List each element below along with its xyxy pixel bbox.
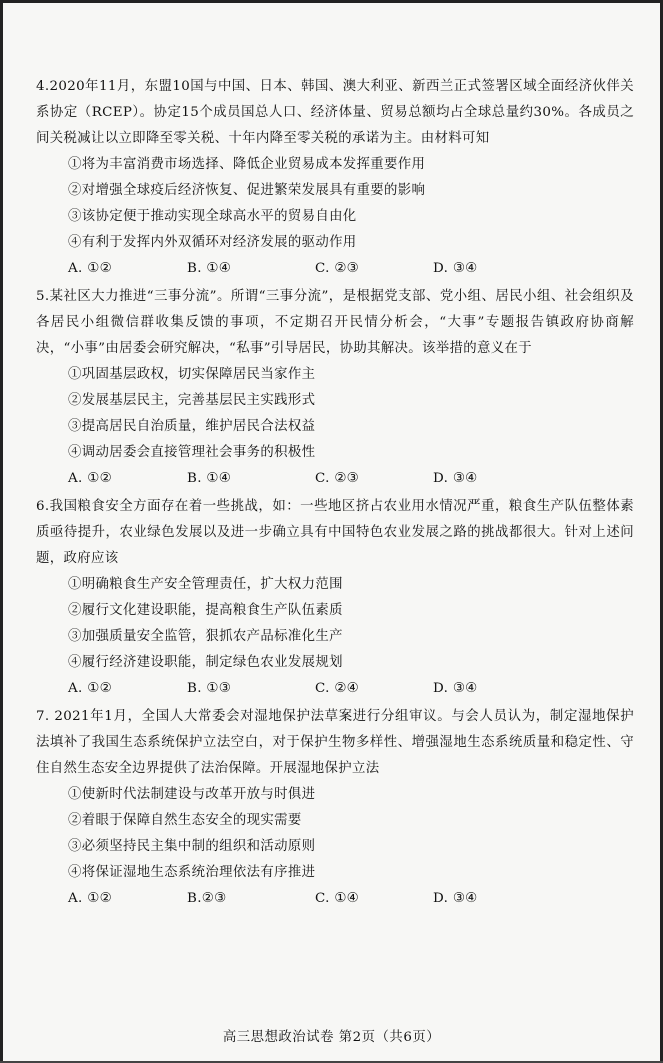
choice-c: C. ②④ [315,681,360,696]
option-3: ③该协定便于推动实现全球高水平的贸易自由化 [68,209,357,224]
question-stem: 4.2020年11月，东盟10国与中国、日本、韩国、澳大利亚、新西兰正式签署区域全面经济伙伴关系协定（RCEP）。协定15个成员国总人口、经济体量、贸易总额均占全球总量约30%。各成员之间关税减让以立即降至零关税、十年内降至零关税的承诺为主。由材料可知 [36,79,634,146]
choice-d: D. ③④ [433,471,478,486]
option-1: ①将为丰富消费市场选择、降低企业贸易成本发挥重要作用 [68,157,426,172]
question-list [36,74,634,914]
option-4: ④履行经济建设职能，制定绿色农业发展规划 [68,655,343,670]
option-1: ①明确粮食生产安全管理责任，扩大权力范围 [68,577,343,592]
choice-a: A. ①② [68,471,112,486]
option-4: ④将保证湿地生态系统治理依法有序推进 [68,865,316,880]
option-3: ③提高居民自治质量，维护居民合法权益 [68,419,316,434]
scan-border-top [0,0,663,3]
choice-d: D. ③④ [433,891,478,906]
option-2: ②对增强全球疫后经济恢复、促进繁荣发展具有重要的影响 [68,183,426,198]
answer-choices [36,466,634,494]
choice-c: C. ②③ [315,261,360,276]
option-2: ②着眼于保障自然生态安全的现实需要 [68,813,302,828]
choice-b: B.②③ [187,891,227,906]
choice-a: A. ①② [68,891,112,906]
scan-border-left [0,0,3,1063]
option-4: ④调动居委会直接管理社会事务的积极性 [68,445,316,460]
choice-c: C. ①④ [315,891,360,906]
question-6 [36,494,634,704]
option-3: ③必须坚持民主集中制的组织和活动原则 [68,839,316,854]
question-5 [36,284,634,494]
question-stem: 6.我国粮食安全方面存在着一些挑战，如：一些地区挤占农业用水情况严重，粮食生产队伍整体素质亟待提升，农业绿色发展以及进一步确立具有中国特色农业发展之路的挑战都很大。针对上述问题，政府应该 [36,499,634,566]
question-7 [36,704,634,914]
choice-a: A. ①② [68,261,112,276]
option-4: ④有利于发挥内外双循环对经济发展的驱动作用 [68,235,357,250]
option-2: ②发展基层民主，完善基层民主实践形式 [68,393,316,408]
option-1: ①使新时代法制建设与改革开放与时俱进 [68,787,316,802]
page-footer: 高三思想政治试卷 第2页（共6页） [222,1030,441,1045]
choice-d: D. ③④ [433,261,478,276]
choice-c: C. ②③ [315,471,360,486]
answer-choices [36,886,634,914]
choice-b: B. ①④ [187,471,232,486]
question-4 [36,74,634,284]
question-stem: 5.某社区大力推进“三事分流”。所谓“三事分流”，是根据党支部、党小组、居民小组、社会组织及各居民小组微信群收集反馈的事项，不定期召开民情分析会，“大事”专题报告镇政府协商解决，“小事”由居委会研究解决，“私事”引导居民，协助其解决。该举措的意义在于 [36,289,634,356]
option-1: ①巩固基层政权，切实保障居民当家作主 [68,367,316,382]
answer-choices [36,256,634,284]
option-2: ②履行文化建设职能，提高粮食生产队伍素质 [68,603,343,618]
answer-choices [36,676,634,704]
option-3: ③加强质量安全监管，狠抓农产品标准化生产 [68,629,343,644]
choice-b: B. ①③ [187,681,232,696]
choice-d: D. ③④ [433,681,478,696]
choice-a: A. ①② [68,681,112,696]
question-stem: 7. 2021年1月，全国人大常委会对湿地保护法草案进行分组审议。与会人员认为，制定湿地保护法填补了我国生态系统保护立法空白，对于保护生物多样性、增强湿地生态系统质量和稳定性、守住自然生态安全边界提供了法治保障。开展湿地保护立法 [36,709,634,776]
choice-b: B. ①④ [187,261,232,276]
